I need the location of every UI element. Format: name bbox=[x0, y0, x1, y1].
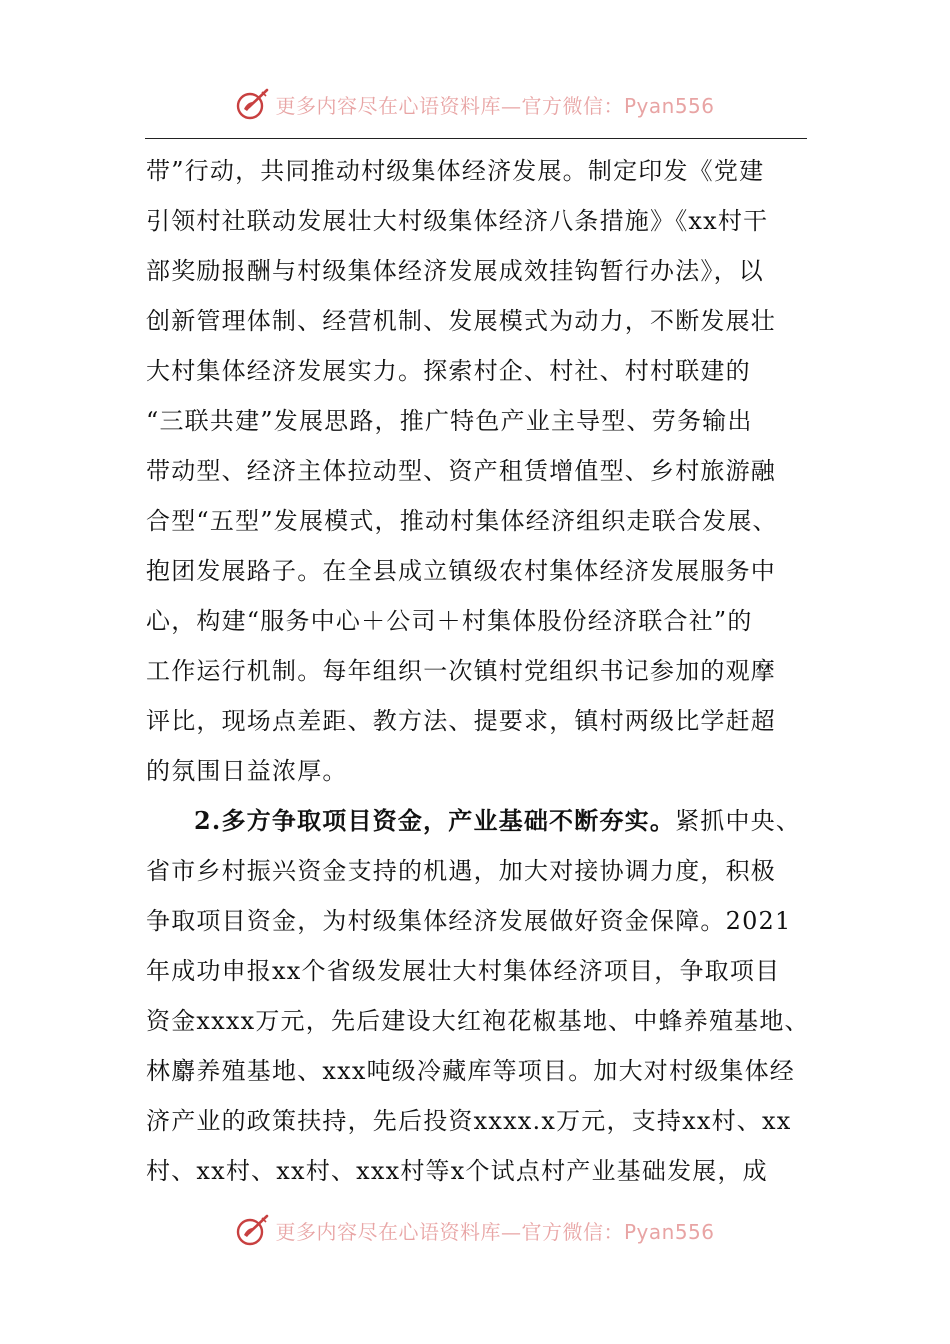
pen-logo-icon bbox=[235, 87, 269, 121]
text-line: 资金xxxx万元，先后建设大红袍花椒基地、中蜂养殖基地、 bbox=[146, 1007, 810, 1035]
text-line: 评比，现场点差距、教方法、提要求，镇村两级比学赶超 bbox=[146, 707, 776, 735]
header-divider bbox=[145, 138, 807, 139]
text-line: 合型“五型”发展模式，推动村集体经济组织走联合发展、 bbox=[146, 507, 778, 535]
pen-logo-icon bbox=[235, 1213, 269, 1247]
text-line: 抱团发展路子。在全县成立镇级农村集体经济发展服务中 bbox=[146, 557, 776, 585]
text-line: 部奖励报酬与村级集体经济发展成效挂钩暂行办法》，以 bbox=[146, 257, 764, 285]
watermark-wechat-id: Pyan556 bbox=[623, 1219, 715, 1244]
watermark-wechat-id: Pyan556 bbox=[623, 93, 715, 118]
text-line: 工作运行机制。每年组织一次镇村党组织书记参加的观摩 bbox=[146, 657, 776, 685]
text-line: 林麝养殖基地、xxx吨级冷藏库等项目。加大对村级集体经 bbox=[146, 1057, 796, 1085]
text-line: 心，构建“服务中心＋公司＋村集体股份经济联合社”的 bbox=[146, 607, 753, 635]
watermark-text: 更多内容尽在心语资料库—官方微信： bbox=[275, 1219, 624, 1244]
text-line: 年成功申报xx个省级发展壮大村集体经济项目，争取项目 bbox=[146, 957, 781, 985]
text-line: 引领村社联动发展壮大村级集体经济八条措施》《xx村干 bbox=[146, 207, 769, 235]
document-body bbox=[146, 146, 810, 1196]
header-watermark bbox=[0, 84, 950, 124]
text-line: 带动型、经济主体拉动型、资产租赁增值型、乡村旅游融 bbox=[146, 457, 776, 485]
text-line: 大村集体经济发展实力。探索村企、村社、村村联建的 bbox=[146, 357, 751, 385]
text-line: 济产业的政策扶持，先后投资xxxx.x万元，支持xx村、xx bbox=[146, 1107, 792, 1135]
text-line: 村、xx村、xx村、xxx村等x个试点村产业基础发展，成 bbox=[146, 1157, 768, 1185]
section-2-lead-text: 紧抓中央、 bbox=[675, 807, 802, 835]
section-2-first-line bbox=[146, 796, 810, 846]
text-line: 争取项目资金，为村级集体经济发展做好资金保障。2021 bbox=[146, 907, 792, 935]
text-line: 创新管理体制、经营机制、发展模式为动力，不断发展壮 bbox=[146, 307, 776, 335]
text-line: 的氛围日益浓厚。 bbox=[146, 757, 348, 785]
text-line: “三联共建”发展思路，推广特色产业主导型、劳务输出 bbox=[146, 407, 753, 435]
watermark-text: 更多内容尽在心语资料库—官方微信： bbox=[275, 93, 624, 118]
text-line: 省市乡村振兴资金支持的机遇，加大对接协调力度，积极 bbox=[146, 857, 776, 885]
section-2-heading: 2.多方争取项目资金，产业基础不断夯实。 bbox=[194, 806, 676, 835]
text-line: 带”行动，共同推动村级集体经济发展。制定印发《党建 bbox=[146, 157, 765, 185]
footer-watermark bbox=[0, 1210, 950, 1250]
